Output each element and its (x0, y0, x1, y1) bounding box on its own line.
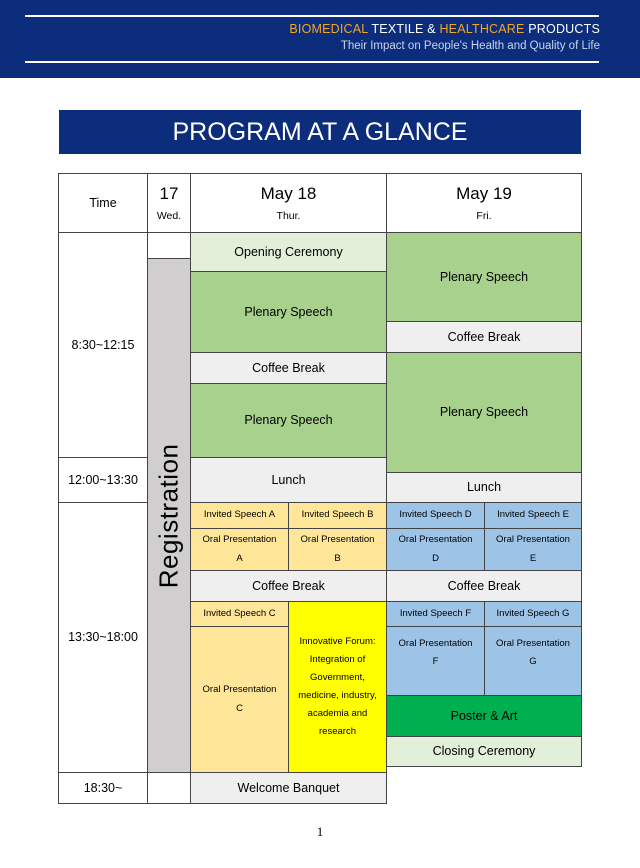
may18-oral-presentation-b (288, 528, 387, 571)
header-bottom-rule (25, 61, 599, 63)
poster-art-label: Poster & Art (450, 708, 518, 723)
time-header (58, 173, 148, 233)
may18-plenary-1-label: Plenary Speech (244, 304, 333, 319)
may19-invited-speech-e (484, 502, 582, 529)
header-title-healthcare: HEALTHCARE (439, 22, 525, 36)
innovative-forum-label: Innovative Forum: Integration of Government, medicine, industry, academia and research (298, 635, 377, 738)
time-slot-morning (58, 232, 148, 458)
may18-oral-presentation-a (190, 528, 289, 571)
may18-plenary-2-label: Plenary Speech (244, 413, 333, 428)
program-title: PROGRAM AT A GLANCE (59, 110, 581, 154)
oral-b-label: Oral Presentation B (300, 534, 375, 564)
invited-d-label: Invited Speech D (399, 509, 472, 521)
may19-invited-speech-g (484, 601, 582, 627)
may18-innovative-forum (288, 601, 387, 773)
day17-empty-bottom (147, 772, 191, 804)
may19-plenary-1 (386, 232, 582, 322)
may19-coffee-break-2 (386, 570, 582, 602)
header-title-biomedical: BIOMEDICAL (289, 22, 368, 36)
header-title-products: PRODUCTS (524, 22, 600, 36)
may19-poster-art (386, 695, 582, 737)
oral-f-label: Oral Presentation F (398, 638, 473, 668)
welcome-banquet-label: Welcome Banquet (237, 780, 340, 795)
header-banner (0, 0, 640, 78)
day-19-date: May 19 (456, 183, 512, 203)
registration-block (147, 258, 191, 773)
may19-plenary-2-label: Plenary Speech (439, 405, 529, 420)
day-18-date: May 18 (260, 183, 317, 203)
may18-plenary-2 (190, 383, 387, 458)
may19-oral-presentation-d (386, 528, 485, 571)
invited-f-label: Invited Speech F (399, 607, 472, 619)
header-top-rule (25, 15, 599, 17)
invited-c-label: Invited Speech C (203, 607, 276, 619)
may19-coffee-1-label: Coffee Break (447, 329, 521, 344)
time-slot-lunch (58, 457, 148, 503)
day-header-18 (190, 173, 387, 233)
may19-oral-presentation-g (484, 626, 582, 696)
may19-plenary-1-label: Plenary Speech (439, 269, 529, 284)
may18-welcome-banquet (190, 772, 387, 804)
time-evening-label: 18:30~ (83, 780, 123, 795)
day-17-date: 17 (159, 183, 179, 203)
oral-e-label: Oral Presentation E (496, 534, 570, 564)
may18-lunch (190, 457, 387, 503)
may18-coffee-break-2 (190, 570, 387, 602)
day-19-weekday: Fri. (476, 209, 492, 222)
may19-oral-presentation-e (484, 528, 582, 571)
oral-g-label: Oral Presentation G (496, 638, 570, 668)
may18-invited-speech-c (190, 601, 289, 627)
day-17-weekday: Wed. (156, 209, 182, 222)
may19-lunch (386, 472, 582, 503)
day17-empty-top (147, 232, 191, 259)
may19-plenary-2 (386, 352, 582, 473)
header-subtitle: Their Impact on People's Health and Quality of Life (340, 40, 600, 52)
time-slot-evening (58, 772, 148, 804)
page-number: 1 (316, 824, 324, 839)
may19-coffee-break-1 (386, 321, 582, 353)
may18-plenary-1 (190, 271, 387, 353)
invited-g-label: Invited Speech G (496, 607, 570, 619)
may18-lunch-label: Lunch (271, 472, 306, 487)
may19-coffee-2-label: Coffee Break (447, 578, 521, 593)
may19-invited-speech-d (386, 502, 485, 529)
oral-d-label: Oral Presentation D (398, 534, 473, 564)
invited-a-label: Invited Speech A (203, 509, 276, 521)
oral-c-label: Oral Presentation C (202, 684, 277, 714)
may19-oral-presentation-f (386, 626, 485, 696)
day-18-weekday: Thur. (276, 209, 301, 222)
may18-coffee-1-label: Coffee Break (252, 360, 325, 375)
oral-a-label: Oral Presentation A (202, 534, 277, 564)
may19-invited-speech-f (386, 601, 485, 627)
may19-closing-ceremony (386, 736, 582, 767)
day-header-17 (147, 173, 191, 233)
time-afternoon-label: 13:30~18:00 (68, 630, 138, 645)
header-title (289, 22, 600, 36)
may19-lunch-label: Lunch (466, 480, 502, 495)
closing-ceremony-label: Closing Ceremony (432, 744, 536, 759)
time-slot-afternoon (58, 502, 148, 773)
may18-opening-ceremony (190, 232, 387, 272)
may18-invited-speech-a (190, 502, 289, 529)
may18-coffee-break-1 (190, 352, 387, 384)
may18-opening-label: Opening Ceremony (234, 244, 343, 259)
registration-label: Registration (153, 443, 184, 588)
may18-oral-presentation-c (190, 626, 289, 773)
invited-b-label: Invited Speech B (301, 509, 374, 521)
time-header-label: Time (89, 195, 117, 210)
time-morning-label: 8:30~12:15 (71, 337, 135, 352)
day-header-19 (386, 173, 582, 233)
may18-coffee-2-label: Coffee Break (252, 578, 325, 593)
time-lunch-label: 12:00~13:30 (68, 472, 138, 487)
invited-e-label: Invited Speech E (497, 509, 569, 521)
header-title-textile: TEXTILE & (368, 22, 440, 36)
may18-invited-speech-b (288, 502, 387, 529)
